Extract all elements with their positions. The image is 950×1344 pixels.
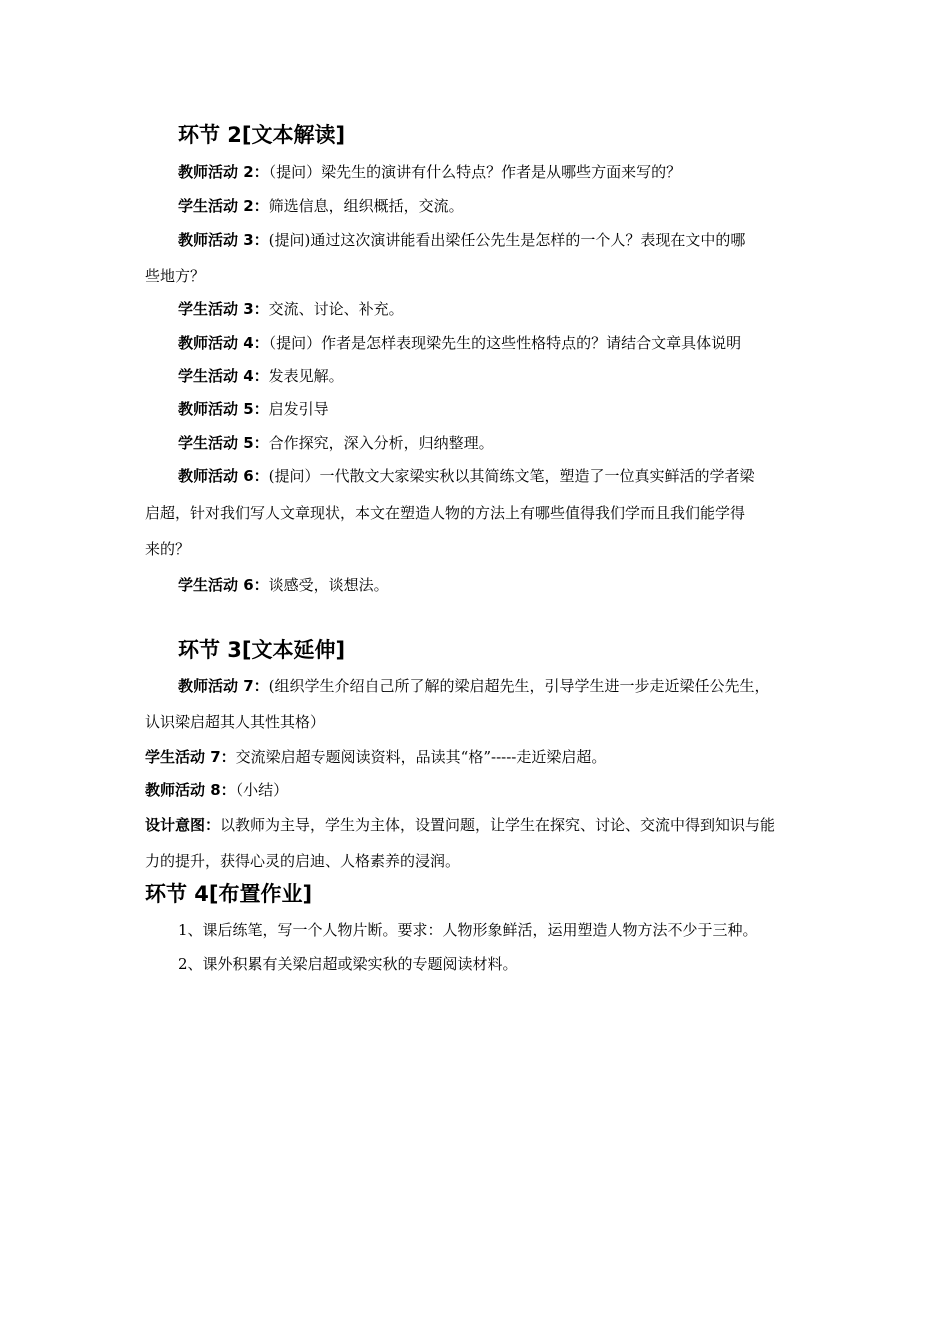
teacher-activity-6-continued: 来的？ (145, 540, 191, 558)
activity-text: （提问）梁先生的演讲有什么特点？作者是从哪些方面来写的？ (268, 163, 682, 181)
teacher-activity-2 (178, 165, 681, 180)
activity-text: (提问）一代散文大家梁实秋以其简练文笔，塑造了一位真实鲜活的学者梁 (268, 467, 755, 485)
teacher-activity-3 (178, 233, 745, 248)
teacher-activity-4 (178, 336, 741, 351)
activity-label: 学生活动 7： (145, 748, 236, 766)
activity-label: 学生活动 4： (178, 367, 269, 385)
homework-item-1: 1、课后练笔，写一个人物片断。要求：人物形象鲜活，运用塑造人物方法不少于三种。 (178, 921, 758, 939)
teacher-activity-7-continued: 认识梁启超其人其性其格） (145, 713, 326, 731)
activity-label: 教师活动 3： (178, 231, 269, 249)
activity-label: 教师活动 7： (178, 677, 269, 695)
activity-text: 启发引导 (268, 400, 329, 418)
teacher-activity-3-continued: 些地方？ (145, 267, 206, 285)
student-activity-2 (178, 199, 464, 214)
activity-text: 筛选信息，组织概括，交流。 (268, 197, 464, 215)
teacher-activity-6 (178, 469, 755, 484)
teacher-activity-6-continued: 启超，针对我们写人文章现状，本文在塑造人物的方法上有哪些值得我们学而且我们能学得 (145, 504, 746, 522)
teacher-activity-5 (178, 402, 329, 417)
section-4-heading: 环节 4[布置作业] (145, 882, 313, 906)
activity-label: 教师活动 4： (178, 334, 269, 352)
section-3-heading: 环节 3[文本延伸] (178, 638, 346, 662)
activity-text: 合作探究，深入分析，归纳整理。 (268, 434, 494, 452)
student-activity-6 (178, 578, 389, 593)
activity-text: （小结） (235, 781, 289, 799)
student-activity-3 (178, 302, 404, 317)
design-intent (145, 818, 775, 833)
design-intent-continued: 力的提升，获得心灵的启迪、人格素养的浸润。 (145, 852, 461, 870)
activity-label: 教师活动 6： (178, 467, 269, 485)
activity-label: 教师活动 5： (178, 400, 269, 418)
section-2-heading: 环节 2[文本解读] (178, 123, 346, 147)
student-activity-7 (145, 750, 606, 765)
activity-label: 教师活动 8： (145, 781, 236, 799)
student-activity-5 (178, 436, 494, 451)
activity-text: (组织学生介绍自己所了解的梁启超先生，引导学生进一步走近梁任公先生， (268, 677, 770, 695)
activity-label: 学生活动 6： (178, 576, 269, 594)
activity-text: 发表见解。 (268, 367, 344, 385)
student-activity-4 (178, 369, 344, 384)
activity-text: (提问)通过这次演讲能看出梁任公先生是怎样的一个人？表现在文中的哪 (268, 231, 746, 249)
design-intent-label: 设计意图： (145, 816, 221, 834)
design-intent-text: 以教师为主导，学生为主体，设置问题，让学生在探究、讨论、交流中得到知识与能 (220, 816, 776, 834)
homework-item-2: 2、课外积累有关梁启超或梁实秋的专题阅读材料。 (178, 955, 518, 973)
activity-label: 教师活动 2： (178, 163, 269, 181)
teacher-activity-8 (145, 783, 288, 798)
activity-label: 学生活动 3： (178, 300, 269, 318)
activity-text: 交流、讨论、补充。 (268, 300, 404, 318)
activity-text: （提问）作者是怎样表现梁先生的这些性格特点的？请结合文章具体说明 (268, 334, 742, 352)
activity-label: 学生活动 2： (178, 197, 269, 215)
activity-label: 学生活动 5： (178, 434, 269, 452)
activity-text: 谈感受，谈想法。 (268, 576, 389, 594)
teacher-activity-7 (178, 679, 770, 694)
activity-text: 交流梁启超专题阅读资料，品读其“格”-----走近梁启超。 (235, 748, 607, 766)
